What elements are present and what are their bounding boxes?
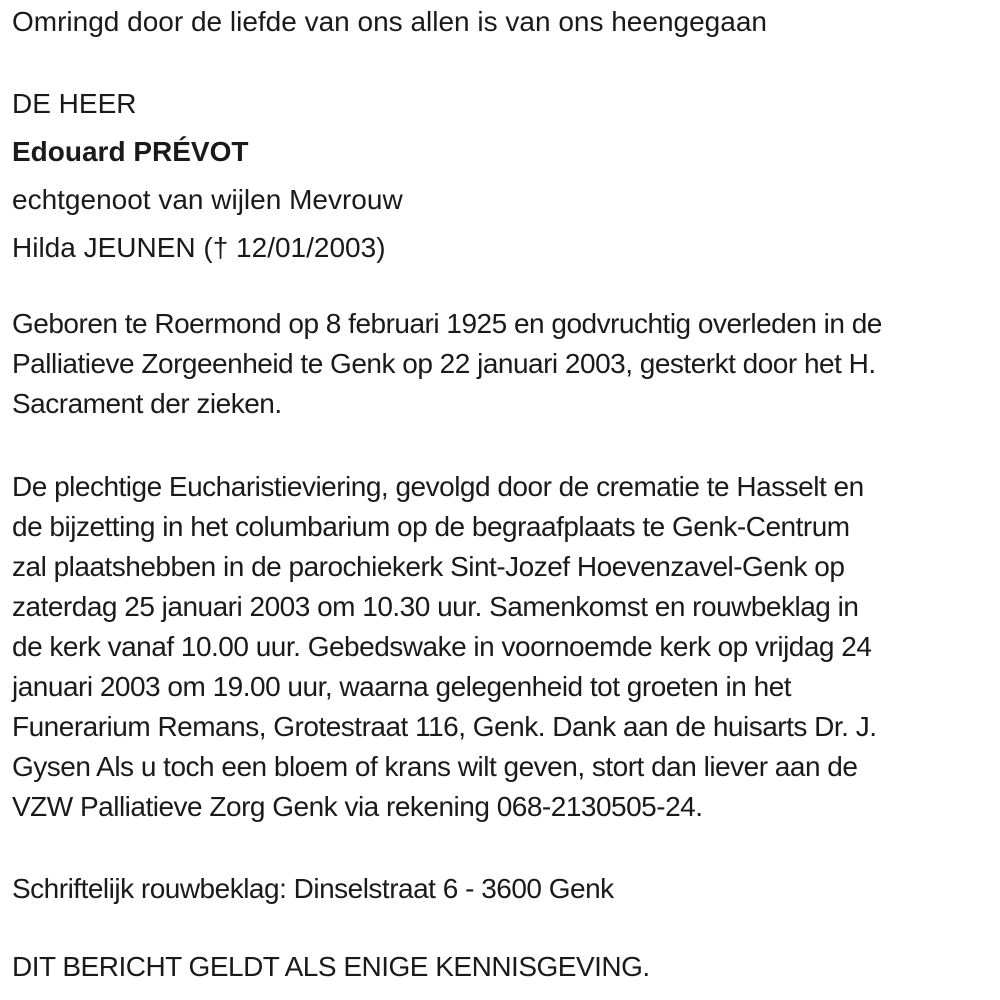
paragraph-line: Funerarium Remans, Grotestraat 116, Genk. Dank aan de huisarts Dr. J. [12, 711, 877, 742]
paragraph-line: Gysen Als u toch een bloem of krans wilt geven, stort dan liever aan de [12, 751, 858, 782]
deceased-name: Edouard PRÉVOT [12, 136, 249, 167]
service-paragraph [12, 467, 988, 827]
sole-notice-line: DIT BERICHT GELDT ALS ENIGE KENNISGEVING. [12, 951, 650, 982]
paragraph-line: zaterdag 25 januari 2003 om 10.30 uur. Samenkomst en rouwbeklag in [12, 591, 859, 622]
paragraph-line: VZW Palliatieve Zorg Genk via rekening 068-2130505-24. [12, 791, 703, 822]
paragraph-line: De plechtige Eucharistieviering, gevolgd door de crematie te Hasselt en [12, 471, 864, 502]
condolence-address-line: Schriftelijk rouwbeklag: Dinselstraat 6 - 3600 Genk [12, 873, 614, 904]
paragraph-line: januari 2003 om 19.00 uur, waarna gelegenheid tot groeten in het [12, 671, 792, 702]
intro-line: Omringd door de liefde van ons allen is van ons heengegaan [12, 6, 767, 37]
paragraph-line: zal plaatshebben in de parochiekerk Sint-Jozef Hoevenzavel-Genk op [12, 551, 845, 582]
deceased-title: DE HEER [12, 88, 137, 119]
paragraph-line: de kerk vanaf 10.00 uur. Gebedswake in voornoemde kerk op vrijdag 24 [12, 631, 872, 662]
paragraph-line: Palliatieve Zorgeenheid te Genk op 22 januari 2003, gesterkt door het H. [12, 348, 876, 379]
paragraph-line: Geboren te Roermond op 8 februari 1925 en godvruchtig overleden in de [12, 308, 882, 339]
spouse-name-line: Hilda JEUNEN († 12/01/2003) [12, 232, 386, 263]
paragraph-line: de bijzetting in het columbarium op de begraafplaats te Genk-Centrum [12, 511, 850, 542]
deceased-header [12, 80, 988, 272]
birth-death-paragraph [12, 304, 988, 424]
spouse-intro: echtgenoot van wijlen Mevrouw [12, 184, 403, 215]
paragraph-line: Sacrament der zieken. [12, 388, 282, 419]
